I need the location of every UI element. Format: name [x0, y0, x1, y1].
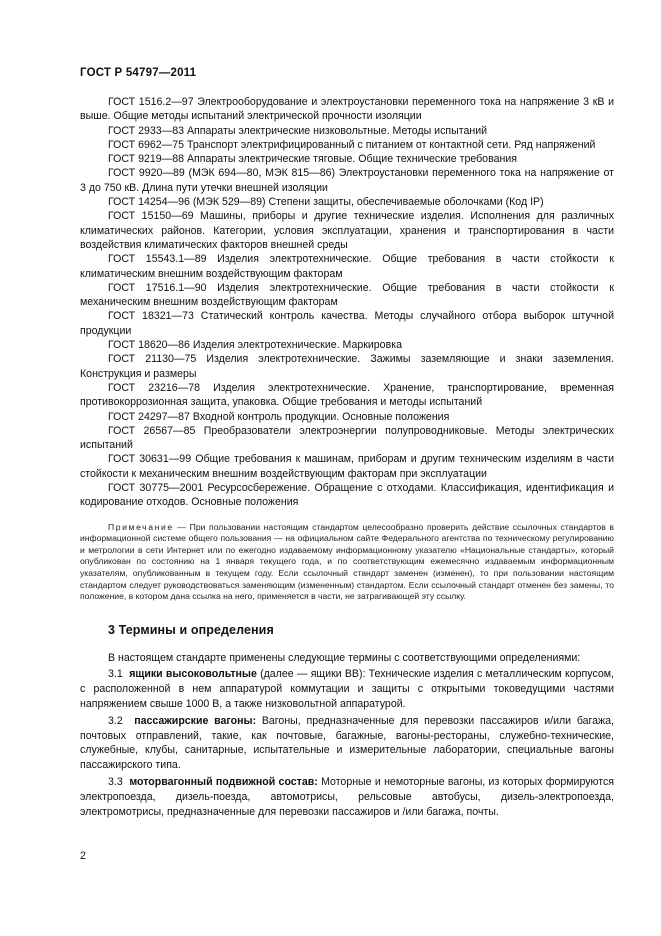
definition-text: Моторные и немоторные вагоны, из которых формируются электропоезда, дизель-поезда, автомотрисы, рельсовые автобусы, дизель-электропоезда, электромотрисы, предназначенные для перевозки пассажиров и /или багажа, почты. — [80, 775, 615, 818]
reference-item: ГОСТ 14254—96 (МЭК 529—89) Степени защиты, обеспечиваемые оболочками (Код IP) — [108, 196, 544, 209]
definition-text: (далее — ящики ВВ): Технические изделия с металлическим корпусом, с расположенной в нем аппаратурой коммутации и защиты с открытыми токоведущими частями напряжением свыше 1000 В, а также низковольтной аппаратурой. — [80, 668, 614, 710]
reference-item: ГОСТ 18620—86 Изделия электротехнические. Маркировка — [108, 339, 402, 352]
definition-number: 3.1 — [108, 668, 123, 681]
page-content — [80, 95, 614, 819]
reference-item: ГОСТ 9920—89 (МЭК 694—80, МЭК 815—86) Электроустановки переменного тока на напряжение от 3 до 750 кВ. Длина пути утечки внешней изоляции — [80, 167, 614, 194]
definition-text: Вагоны, предназначенные для перевозки пассажиров и/или багажа, почтовых отправлений, такие, как почтовые, багажные, вагоны-рестораны, служебно-технические, служебные, клубы, санитарные, испытательные и измерительные лаборатории, специальные вагоны пассажирского типа. — [80, 714, 614, 772]
section-intro: В настоящем стандарте применены следующие термины с соответствующими определениями: — [108, 651, 581, 664]
definition-number: 3.3 — [108, 775, 123, 788]
reference-item: ГОСТ 30631—99 Общие требования к машинам, приборам и другим техническим изделиям в части стойкости к механическим внешним воздействующим факторам при эксплуатации — [80, 453, 614, 480]
reference-item: ГОСТ 23216—78 Изделия электротехнические. Хранение, транспортирование, временная противокоррозионная защита, упаковка. Общие требования и методы испытаний — [80, 381, 614, 409]
reference-list — [80, 95, 614, 510]
reference-note — [80, 522, 614, 603]
note-text: — При пользовании настоящим стандартом целесообразно проверить действие ссылочных стандартов в информационной системе общего пользования — на официальном сайте Федерального агентства по техническому регулированию и метрологии в сети Интернет или по ежегодно издаваемому информационному указателю «Национальные стандарты», который опубликован по состоянию на 1 января текущего года, и по соответствующим ежемесячно издаваемым информационным указателям, опубликованным в текущем году. Если ссылочный стандарт заменен (изменен), то при пользовании настоящим стандартом следует руководствоваться заменяющим (измененным) стандартом. Если ссылочный стандарт отменен без замены, то положение, в котором дана ссылка на него, применяется в части, не затрагивающей эту ссылку. — [80, 521, 614, 602]
page-number: 2 — [80, 850, 86, 862]
reference-item: ГОСТ 2933—83 Аппараты электрические низковольтные. Методы испытаний — [108, 124, 488, 137]
note-label: Примечание — [108, 521, 174, 532]
definition-item — [80, 714, 614, 773]
reference-item: ГОСТ 18321—73 Статический контроль качества. Методы случайного отбора выборок штучной продукции — [80, 310, 614, 337]
reference-item: ГОСТ 6962—75 Транспорт электрифицированный с питанием от контактной сети. Ряд напряжений — [108, 138, 596, 151]
definition-item — [80, 667, 614, 711]
definition-number: 3.2 — [108, 714, 123, 727]
reference-item: ГОСТ 17516.1—90 Изделия электротехнические. Общие требования в части стойкости к механическим внешним воздействующим факторам — [80, 281, 614, 309]
document-header: ГОСТ Р 54797—2011 — [80, 67, 197, 79]
reference-item: ГОСТ 15543.1—89 Изделия электротехнические. Общие требования в части стойкости к климатическим внешним воздействующим факторам — [80, 253, 614, 280]
definition-term: пассажирские вагоны: — [134, 714, 257, 727]
definition-term: моторвагонный подвижной состав: — [129, 775, 318, 788]
reference-item: ГОСТ 15150—69 Машины, приборы и другие технические изделия. Исполнения для различных климатических районов. Категории, условия эксплуатации, хранения и транспортирования в части воздействия климатических факторов внешней среды — [80, 210, 614, 251]
reference-item: ГОСТ 26567—85 Преобразователи электроэнергии полупроводниковые. Методы электрических испытаний — [80, 424, 614, 452]
reference-item: ГОСТ 9219—88 Аппараты электрические тяговые. Общие технические требования — [108, 153, 517, 166]
reference-item: ГОСТ 24297—87 Входной контроль продукции. Основные положения — [108, 410, 450, 423]
definition-item — [80, 775, 614, 819]
definition-term: ящики высоковольтные — [129, 668, 257, 681]
reference-item: ГОСТ 1516.2—97 Электрооборудование и электроустановки переменного тока на напряжение 3 кВ и выше. Общие методы испытаний электрической прочности изоляции — [80, 96, 614, 123]
reference-item: ГОСТ 21130—75 Изделия электротехнические. Зажимы заземляющие и знаки заземления. Конструкция и размеры — [80, 353, 614, 380]
section-heading: 3 Термины и определения — [108, 622, 274, 637]
reference-item: ГОСТ 30775—2001 Ресурсосбережение. Обращение с отходами. Классификация, идентификация и кодирование отходов. Основные положения — [80, 482, 614, 509]
